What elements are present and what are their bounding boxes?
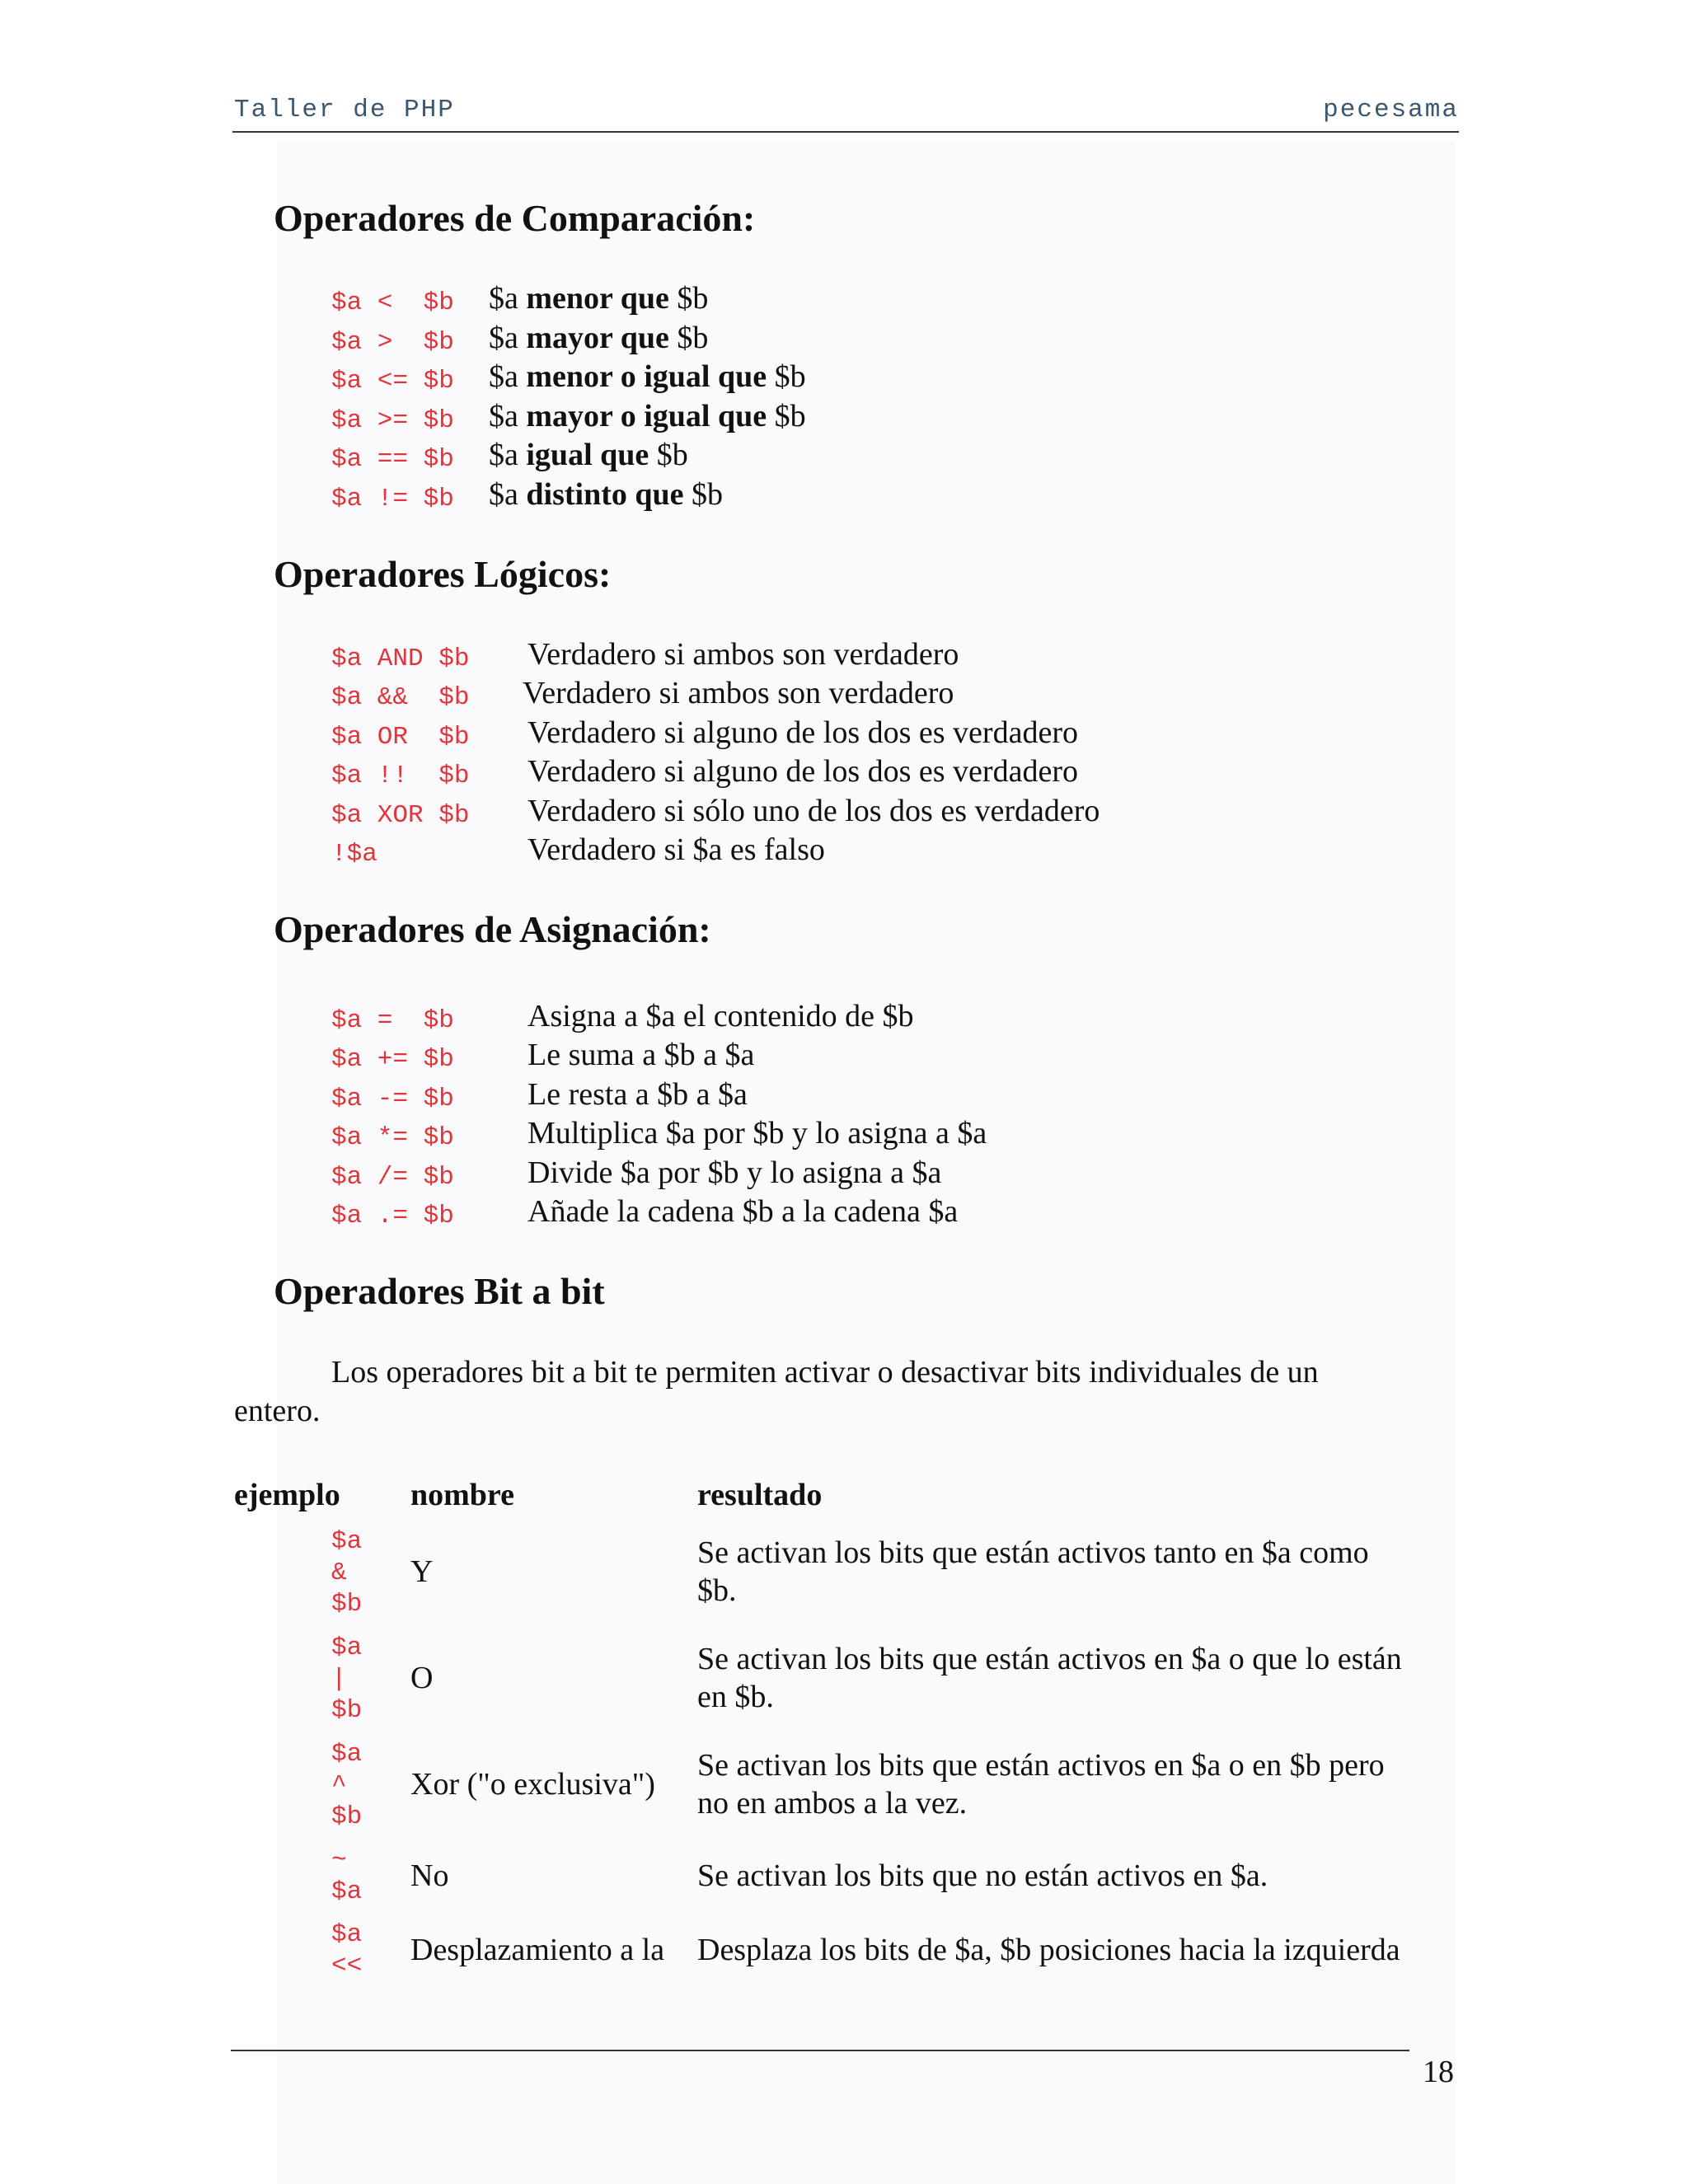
operator-name: Desplazamiento a la bbox=[410, 1933, 665, 1967]
operator-name: No bbox=[410, 1858, 449, 1893]
comparison-desc: $a distinto que $b bbox=[489, 477, 723, 512]
section-title-comparison: Operadores de Comparación: bbox=[274, 197, 756, 239]
logical-code: $a && $b bbox=[331, 683, 470, 712]
example-code: ~ bbox=[331, 1846, 347, 1875]
assignment-desc: Le resta a $b a $a bbox=[528, 1077, 748, 1112]
column-header-ejemplo: ejemplo bbox=[234, 1478, 340, 1512]
example-code: $a bbox=[331, 1633, 363, 1662]
example-code: | bbox=[331, 1665, 347, 1694]
operator-result: no en ambos a la vez. bbox=[697, 1786, 968, 1821]
header-author: pecesama bbox=[1323, 96, 1459, 124]
comparison-desc: $a igual que $b bbox=[489, 438, 688, 472]
section-title-bitwise: Operadores Bit a bit bbox=[274, 1270, 605, 1312]
example-code: $a bbox=[331, 1740, 363, 1769]
operator-name: Xor ("o exclusiva") bbox=[410, 1767, 655, 1802]
comparison-code: $a == $b bbox=[331, 445, 454, 474]
comparison-code: $a < $b bbox=[331, 288, 454, 317]
example-code: $b bbox=[331, 1802, 363, 1831]
example-code: $a bbox=[331, 1527, 363, 1556]
operator-name: Y bbox=[410, 1554, 434, 1589]
operator-result: Se activan los bits que están activos en $a o en $b pero bbox=[697, 1748, 1385, 1783]
example-code: << bbox=[331, 1952, 363, 1980]
assignment-code: $a *= $b bbox=[331, 1123, 454, 1152]
logical-desc: Verdadero si alguno de los dos es verdadero bbox=[528, 754, 1078, 789]
assignment-code: $a /= $b bbox=[331, 1163, 454, 1192]
assignment-desc: Le suma a $b a $a bbox=[528, 1038, 755, 1072]
column-header-nombre: nombre bbox=[410, 1478, 514, 1512]
operator-result: Se activan los bits que no están activos en $a. bbox=[697, 1858, 1268, 1893]
assignment-code: $a = $b bbox=[331, 1006, 454, 1035]
logical-desc: Verdadero si ambos son verdadero bbox=[528, 637, 959, 672]
bitwise-intro-line1: Los operadores bit a bit te permiten activar o desactivar bits individuales de un bbox=[331, 1355, 1319, 1390]
logical-desc: Verdadero si alguno de los dos es verdadero bbox=[528, 715, 1078, 750]
bitwise-intro-line2: entero. bbox=[234, 1394, 321, 1428]
operator-result: Se activan los bits que están activos tanto en $a como bbox=[697, 1535, 1369, 1570]
section-title-logical: Operadores Lógicos: bbox=[274, 553, 612, 595]
comparison-desc: $a menor o igual que $b bbox=[489, 359, 806, 394]
comparison-code: $a <= $b bbox=[331, 367, 454, 396]
logical-code: $a AND $b bbox=[331, 644, 470, 673]
assignment-code: $a .= $b bbox=[331, 1202, 454, 1230]
example-code: ^ bbox=[331, 1771, 347, 1800]
comparison-code: $a >= $b bbox=[331, 406, 454, 435]
column-header-resultado: resultado bbox=[697, 1478, 823, 1512]
logical-desc: Verdadero si ambos son verdadero bbox=[523, 676, 954, 710]
section-title-assignment: Operadores de Asignación: bbox=[274, 908, 711, 950]
logical-desc: Verdadero si sólo uno de los dos es verdadero bbox=[528, 794, 1100, 828]
assignment-code: $a += $b bbox=[331, 1045, 454, 1074]
header-title: Taller de PHP bbox=[234, 96, 455, 124]
comparison-desc: $a menor que $b bbox=[489, 281, 709, 316]
operator-name: O bbox=[410, 1661, 434, 1695]
logical-code: $a XOR $b bbox=[331, 801, 470, 830]
logical-code: $a !! $b bbox=[331, 762, 470, 790]
example-code: $a bbox=[331, 1877, 363, 1906]
assignment-desc: Añade la cadena $b a la cadena $a bbox=[528, 1194, 959, 1229]
comparison-desc: $a mayor o igual que $b bbox=[489, 399, 806, 434]
logical-code: $a OR $b bbox=[331, 723, 470, 752]
comparison-desc: $a mayor que $b bbox=[489, 321, 709, 355]
operator-result: en $b. bbox=[697, 1680, 774, 1714]
operator-result: $b. bbox=[697, 1573, 737, 1608]
example-code: & bbox=[331, 1558, 347, 1587]
example-code: $a bbox=[331, 1920, 363, 1949]
comparison-code: $a > $b bbox=[331, 328, 454, 357]
assignment-desc: Multiplica $a por $b y lo asigna a $a bbox=[528, 1116, 987, 1151]
page-number: 18 bbox=[1423, 2055, 1454, 2089]
assignment-desc: Divide $a por $b y lo asigna a $a bbox=[528, 1155, 942, 1190]
footer-rule bbox=[231, 2050, 1409, 2051]
example-code: $b bbox=[331, 1696, 363, 1725]
operator-result: Se activan los bits que están activos en $a o que lo están bbox=[697, 1642, 1402, 1676]
comparison-code: $a != $b bbox=[331, 485, 454, 513]
operator-result: Desplaza los bits de $a, $b posiciones hacia la izquierda bbox=[697, 1933, 1400, 1967]
assignment-desc: Asigna a $a el contenido de $b bbox=[528, 999, 914, 1033]
example-code: $b bbox=[331, 1590, 363, 1619]
assignment-code: $a -= $b bbox=[331, 1085, 454, 1113]
logical-desc: Verdadero si $a es falso bbox=[528, 832, 825, 867]
logical-code: !$a bbox=[331, 840, 377, 869]
header-rule bbox=[232, 131, 1459, 133]
